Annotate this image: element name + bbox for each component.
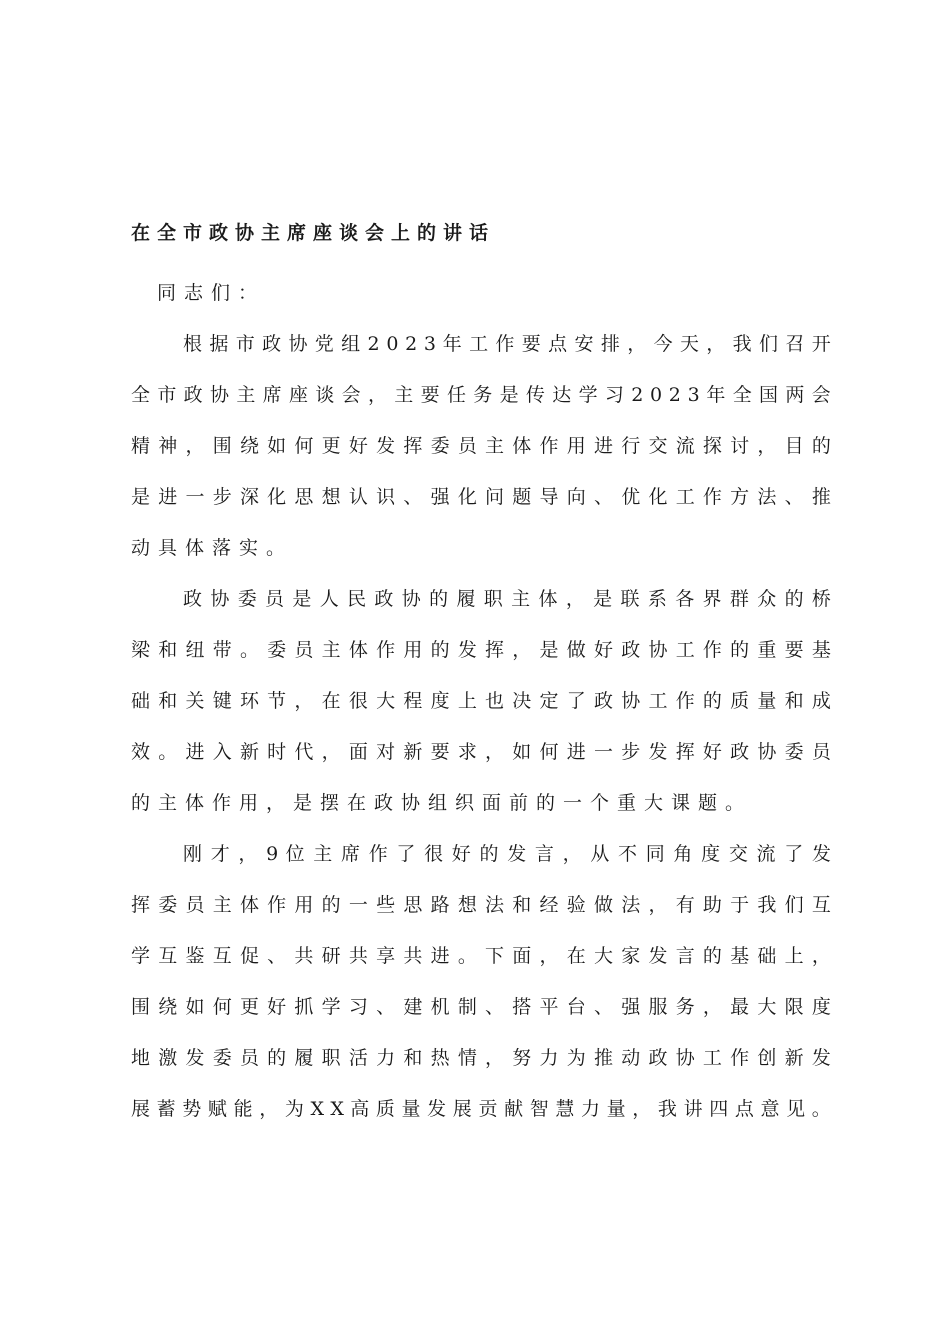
paragraph-line: 刚 才 ， 9 位 主 席 作 了 很 好 的 发 言 ， 从 不 同 角 度 交 流 了 发 [183, 843, 831, 865]
paragraph-line: 效 。 进 入 新 时 代 ， 面 对 新 要 求 ， 如 何 进 一 步 发 挥 好 政 协 委 员 [131, 741, 831, 763]
paragraph-line: 根 据 市 政 协 党 组 2 0 2 3 年 工 作 要 点 安 排 ， 今 天 ， 我 们 召 开 [183, 333, 831, 355]
paragraph-line: 础 和 关 键 环 节 ， 在 很 大 程 度 上 也 决 定 了 政 协 工 作 的 质 量 和 成 [131, 690, 831, 712]
salutation: 同志们： [157, 282, 266, 304]
paragraph-line: 政 协 委 员 是 人 民 政 协 的 履 职 主 体 ， 是 联 系 各 界 群 众 的 桥 [183, 588, 831, 610]
paragraph-line: 是 进 一 步 深 化 思 想 认 识 、 强 化 问 题 导 向 、 优 化 工 作 方 法 、 推 [131, 486, 831, 508]
paragraph-3 [131, 840, 831, 1146]
paragraph-line: 学 互 鉴 互 促 、 共 研 共 享 共 进 。 下 面 ， 在 大 家 发 言 的 基 础 上 ， [131, 945, 831, 967]
paragraph-line: 围 绕 如 何 更 好 抓 学 习 、 建 机 制 、 搭 平 台 、 强 服 务 ， 最 大 限 度 [131, 996, 831, 1018]
paragraph-line: 全 市 政 协 主 席 座 谈 会 ， 主 要 任 务 是 传 达 学 习 2 0 2 3 年 全 国 两 会 [131, 384, 831, 406]
paragraph-line: 动具体落实。 [131, 537, 294, 559]
paragraph-line: 精 神 ， 围 绕 如 何 更 好 发 挥 委 员 主 体 作 用 进 行 交 流 探 讨 ， 目 的 [131, 435, 831, 457]
paragraph-line: 展 蓄 势 赋 能 ， 为 X X 高 质 量 发 展 贡 献 智 慧 力 量 ， 我 讲 四 点 意 见 。 [131, 1098, 831, 1120]
paragraph-2 [131, 585, 831, 840]
paragraph-line: 地 激 发 委 员 的 履 职 活 力 和 热 情 ， 努 力 为 推 动 政 协 工 作 创 新 发 [131, 1047, 831, 1069]
document-title: 在全市政协主席座谈会上的讲话 [131, 222, 496, 244]
paragraph-line: 挥 委 员 主 体 作 用 的 一 些 思 路 想 法 和 经 验 做 法 ， 有 助 于 我 们 互 [131, 894, 831, 916]
paragraph-line: 梁 和 纽 带 。 委 员 主 体 作 用 的 发 挥 ， 是 做 好 政 协 工 作 的 重 要 基 [131, 639, 831, 661]
paragraph-line: 的主体作用，是摆在政协组织面前的一个重大课题。 [131, 792, 753, 814]
paragraph-1 [131, 330, 831, 585]
